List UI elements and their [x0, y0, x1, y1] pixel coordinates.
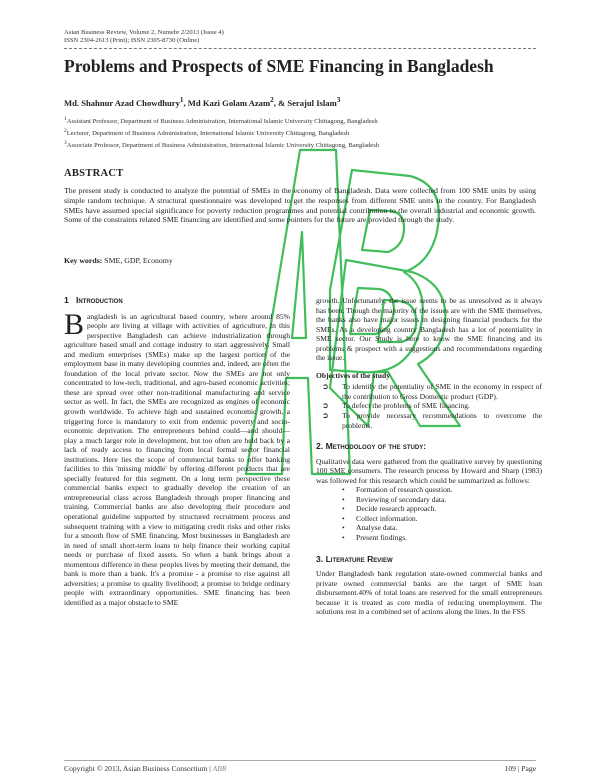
footer-divider	[64, 760, 536, 761]
keywords-label: Key words:	[64, 256, 103, 265]
author-name: Md Kazi Golam Azam	[187, 97, 271, 108]
section-1-heading: 1 Introduction	[64, 295, 123, 305]
list-item: • Collect information.	[356, 514, 542, 524]
list-item: ➲ To provide necessary recommendations to overcome the problems.	[322, 411, 542, 430]
methodology-text: Qualitative data were gathered from the qualitative survey by questioning 100 SME consumers. The research process by Howard and Sharp (1983) was followed for this research which could be summarized as follows:	[316, 456, 542, 485]
left-column	[64, 296, 290, 608]
objectives-list	[316, 382, 542, 430]
literature-text: Under Bangladesh bank regulation state-owned commercial banks and private owned commercial banks are the target of SME loan disbursement.40% of total loans are reserved for the small entrepreneurs because it is treated as core media of reducing unemployment. The solutions rest in a combined set of actions along the lines. In the FSS	[316, 569, 542, 617]
list-item: • Present findings.	[356, 533, 542, 543]
journal-header	[64, 29, 224, 45]
journal-abbr: ABR	[212, 764, 227, 773]
footer-copyright: Copyright © 2013, Asian Business Consortium | ABR	[64, 764, 227, 773]
page-number: 109 | Page	[504, 764, 536, 773]
list-item: • Decide research approach.	[356, 504, 542, 514]
header-divider	[64, 48, 536, 49]
arrow-bullet-icon: ➲	[322, 401, 329, 411]
list-item: ➲ To defect the problems of SME financing.	[322, 401, 470, 411]
arrow-bullet-icon: ➲	[322, 411, 329, 421]
list-item: • Reviewing of secondary data.	[356, 495, 542, 505]
journal-line: Asian Business Review, Volume 2, Numebr 2/2013 (Issue 4)	[64, 29, 224, 36]
issn-line: ISSN 2304-2613 (Print); ISSN 2305-8730 (Online)	[64, 37, 200, 44]
list-item: • Formation of research question.	[356, 485, 542, 495]
keywords-text: SME, GDP, Economy	[102, 256, 173, 265]
objectives-heading: Objectives of the study	[316, 370, 391, 380]
section-2-heading: 2. Methodology of the study:	[316, 441, 427, 452]
watermark-text: ABR	[0, 0, 3, 1]
author-name: Serajul Islam	[287, 97, 337, 108]
affiliation-item: $^2$Lecturer, Department of Business Administration, International Islamic University Chittagong, Bangladesh	[64, 127, 350, 137]
intro-continued: growth. Unfortunately, the issue seems to be as unresolved as it always has been. Though the majority of the issues are with the SME themselves, the banks also have major issues in designing financial products for the SMEs. As a developing country Bangladesh has a lot of potentiality in SME sector. Our Study is here to know the SME financing and its problems & prospect with a suggestions and recommendations regarding the issue.	[316, 296, 542, 363]
list-item: ➲ To identify the potentiality of SME in the economy in respect of the contribution to Gross Domestic product (GDP).	[322, 382, 542, 401]
watermark-letter-a-counter	[292, 232, 306, 338]
affiliations	[64, 115, 379, 150]
affiliation-item: $^3$Associate Professor, Department of Business Administration, International Islamic University Chittagong, Bangladesh	[64, 139, 380, 149]
list-item: • Analyse data.	[356, 523, 542, 533]
affiliation-item: $^1$Assistant Professor, Department of Business Administration, International Islamic University Chittagong, Bangladesh	[64, 116, 378, 126]
intro-paragraph: Bangladesh is an agricultural based country, where around 85% people are living at village with activities of agriculture, in this perspective Bangladesh can achieve industrialization through agriculture based small and cottage industry to start aggressively. Small and medium enterprises (SMEs) make up the largest portion of the employment base in many developing countries and, indeed, are often the foundation of the local private sector. Now the SMEs are not only concentrated to low-tech, traditional, and agro-based economic activities; these are spread over other non-traditional manufacturing and service sector as well. In fact, the SMEs are recognized as engines of economic growth worldwide. To achieve high and sustained economic growth, a triggering force is mandatory to exit from endemic poverty and socio-economic deprivation. The entrepreneurs behind could—and should—play a much larger role in development, but too often are held back by a lack of ready access to financing from local formal sector financial institutions. Here lies the scope of commercial banks to offer banking facilities to this 'missing middle' by offering different products that are specially featured for this segment. On a long term perspective these commercial banks expect to gradually develop the creation of an entrepreneurial class across Bangladesh through proper financing and training. Commercial banks are also developing their procedure and operational guideline supported by structured recruitment process and subsequent training with a view to mitigating credit risks and other risks for a smooth flow of SME financing. Most businesses in Bangladesh are in need of small short-term loans to help finance their working capital needs or purchase of fixed assets. So when a bank brings about a momentous difference in these peoples lives by meeting their demand, the bank is more than a bank. It's a promise - a promise to rise against all adversities; a promise to quality livelihood; a promise to bridge ordinary people with extraordinary opportunities. SME financing has been identified as a major obstacle to SME	[64, 307, 290, 607]
keywords	[64, 256, 173, 265]
drop-cap: B	[64, 307, 85, 341]
paper-title: Problems and Prospects of SME Financing in Bangladesh	[64, 56, 494, 76]
section-3-heading: 3. Literature Review	[316, 553, 393, 564]
right-column	[316, 296, 542, 617]
author-list: Md. Shahnur Azad Chowdhury$^1$, Md Kazi Golam Azam$^2$, & Serajul Islam$^3$	[64, 96, 341, 108]
author-name: Md. Shahnur Azad Chowdhury	[64, 97, 180, 108]
arrow-bullet-icon: ➲	[322, 382, 329, 392]
abstract-heading: ABSTRACT	[64, 168, 124, 179]
abstract-text: The present study is conducted to analyze the potential of SMEs in the economy of Bangladesh. Data were collected from 100 SME units by using simple random technique. A structural questionnaire was developed to get the responses from different SME units in the country. For Bangladesh SMEs have assumed special significance for poverty reduction programmes and potential contribution to the overall industrial and economic growth. Some of the constraints related SME financing are identified and some pointers for the future are provided through the study.	[64, 186, 536, 225]
methodology-bullets	[316, 485, 542, 542]
